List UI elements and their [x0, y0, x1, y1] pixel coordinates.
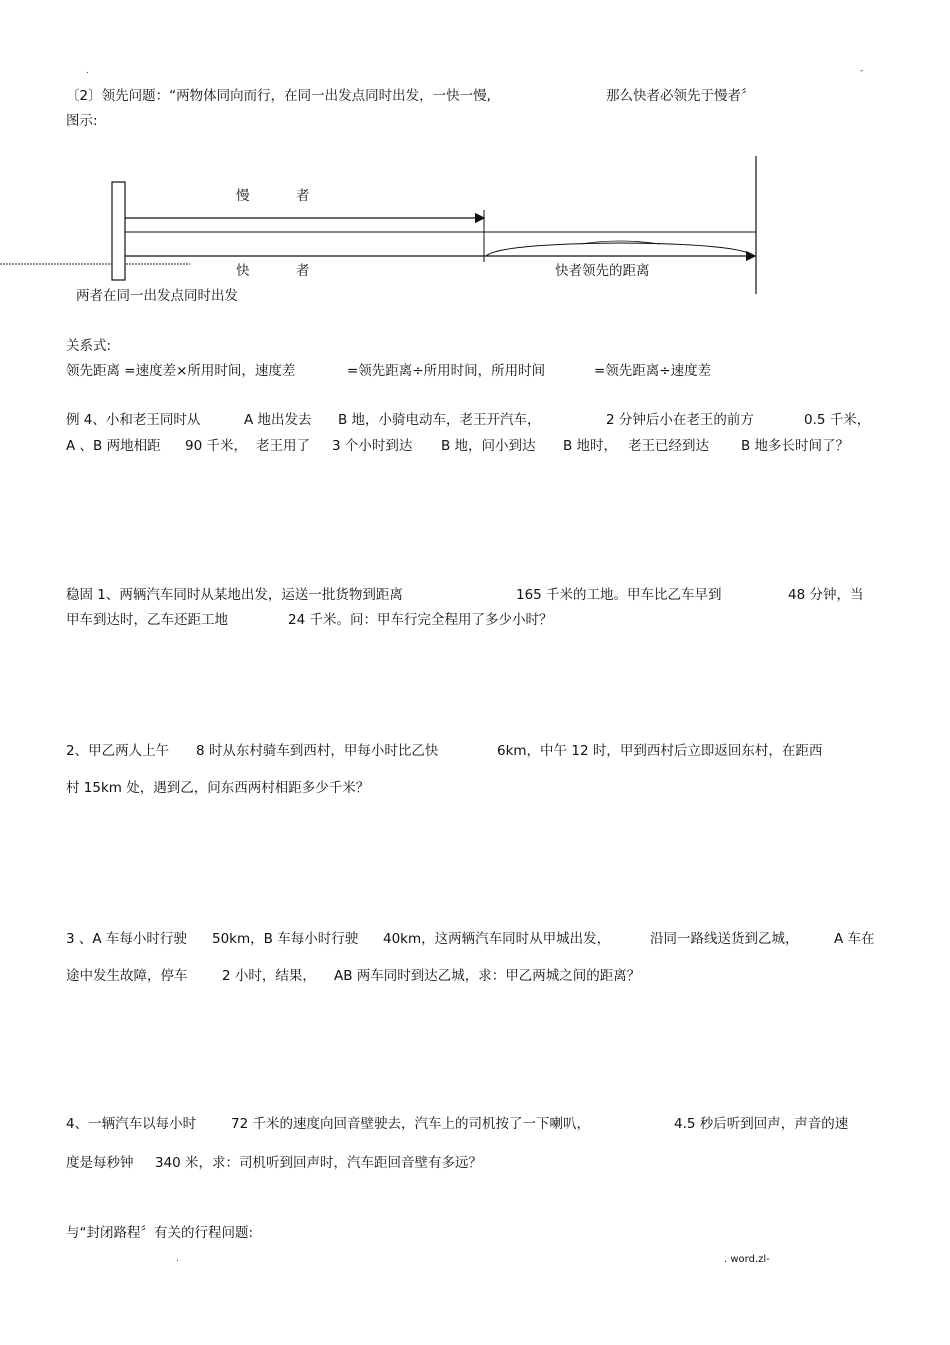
example4-l2-4: B 地，问小到达	[441, 438, 536, 454]
example4-l2-6: 老王已经到达	[628, 438, 709, 454]
practice4-l2-1: 340 米，求：司机听到回声时，汽车距回音壁有多远？	[155, 1155, 483, 1171]
start-post	[112, 182, 125, 280]
header-right-mark: -	[860, 66, 864, 76]
intro-line-1a: 〔2〕领先问题：“两物体同向而行，在同一出发点同时出发，一快一慢,	[66, 88, 491, 104]
slow-label-2: 者	[296, 188, 310, 204]
example4-l1-2: B 地，小骑电动车，老王开汽车，	[338, 412, 541, 428]
practice1-l1-0: 稳固 1、两辆汽车同时从某地出发，运送一批货物到距离	[66, 587, 403, 603]
practice3-l1-2: 40km，这两辆汽车同时从甲城出发，	[383, 931, 611, 947]
example4-l1-1: A 地出发去	[244, 412, 312, 428]
fast-label-1: 快	[236, 263, 250, 279]
example4-l1-0: 例 4、小和老王同时从	[66, 412, 201, 428]
example4-l2-1: 90 千米，	[185, 438, 247, 454]
practice4-l1-0: 4、一辆汽车以每小时	[66, 1116, 197, 1132]
practice3-l2-2: AB 两车同时到达乙城，求：甲乙两城之间的距离？	[334, 968, 641, 984]
practice4-l1-2: 4.5 秒后听到回声，声音的速	[674, 1116, 849, 1132]
practice3-l2-1: 2 小时，结果，	[222, 968, 316, 984]
practice4-l2-0: 度是每秒钟	[66, 1155, 134, 1171]
lead-problem-diagram	[0, 0, 950, 320]
footer-left-mark: .	[176, 1254, 179, 1264]
example4-l1-4: 0.5 千米，	[804, 412, 871, 428]
practice2-l1-2: 6km，中午 12 时，甲到西村后立即返回东村，在距西	[497, 743, 823, 759]
intro-line-1b: 那么快者必领先于慢者〞	[606, 88, 755, 104]
practice4-l1-1: 72 千米的速度向回音壁驶去，汽车上的司机按了一下喇叭，	[231, 1116, 590, 1132]
practice2-l1-0: 2、甲乙两人上午	[66, 743, 170, 759]
practice3-l1-4: A 车在	[834, 931, 875, 947]
example4-l2-5: B 地时，	[563, 438, 618, 454]
practice3-l1-0: 3 、A 车每小时行驶	[66, 931, 187, 947]
relations-title: 关系式:	[66, 338, 112, 354]
example4-l2-3: 3 个小时到达	[332, 438, 413, 454]
practice2-l1-1: 8 时从东村骑车到西村，甲每小时比乙快	[196, 743, 439, 759]
practice1-l1-1: 165 千米的工地。甲车比乙车早到	[516, 587, 722, 603]
header-left-mark: .	[86, 66, 89, 76]
example4-l2-0: A 、B 两地相距	[66, 438, 161, 454]
example4-l2-2: 老王用了	[256, 438, 310, 454]
practice1-l2-1: 24 千米。问：甲车行完全程用了多少小时？	[288, 612, 553, 628]
practice2-l2-0: 村 15km 处，遇到乙，问东西两村相距多少千米？	[66, 780, 370, 796]
lead-brace	[486, 243, 754, 256]
example4-l1-3: 2 分钟后小在老王的前方	[606, 412, 754, 428]
practice3-l2-0: 途中发生故障，停车	[66, 968, 188, 984]
practice1-l2-0: 甲车到达时，乙车还距工地	[66, 612, 228, 628]
practice1-l1-2: 48 分钟，当	[788, 587, 864, 603]
fast-label-2: 者	[296, 263, 310, 279]
practice3-l1-3: 沿同一路线送货到乙城，	[650, 931, 799, 947]
footer-right-text: . word.zl-	[724, 1254, 770, 1265]
slow-label-1: 慢	[236, 188, 250, 204]
closing-heading: 与“封闭路程〞有关的行程问题:	[66, 1225, 254, 1241]
formula-b: =领先距离÷所用时间，所用时间	[347, 363, 546, 379]
start-caption: 两者在同一出发点同时出发	[76, 288, 238, 304]
practice3-l1-1: 50km，B 车每小时行驶	[212, 931, 359, 947]
example4-l2-7: B 地多长时间了？	[741, 438, 850, 454]
formula-a: 领先距离 =速度差×所用时间，速度差	[66, 363, 296, 379]
lead-distance-label: 快者领先的距离	[555, 263, 650, 279]
formula-c: =领先距离÷速度差	[594, 363, 712, 379]
intro-line-2: 图示:	[66, 113, 98, 129]
